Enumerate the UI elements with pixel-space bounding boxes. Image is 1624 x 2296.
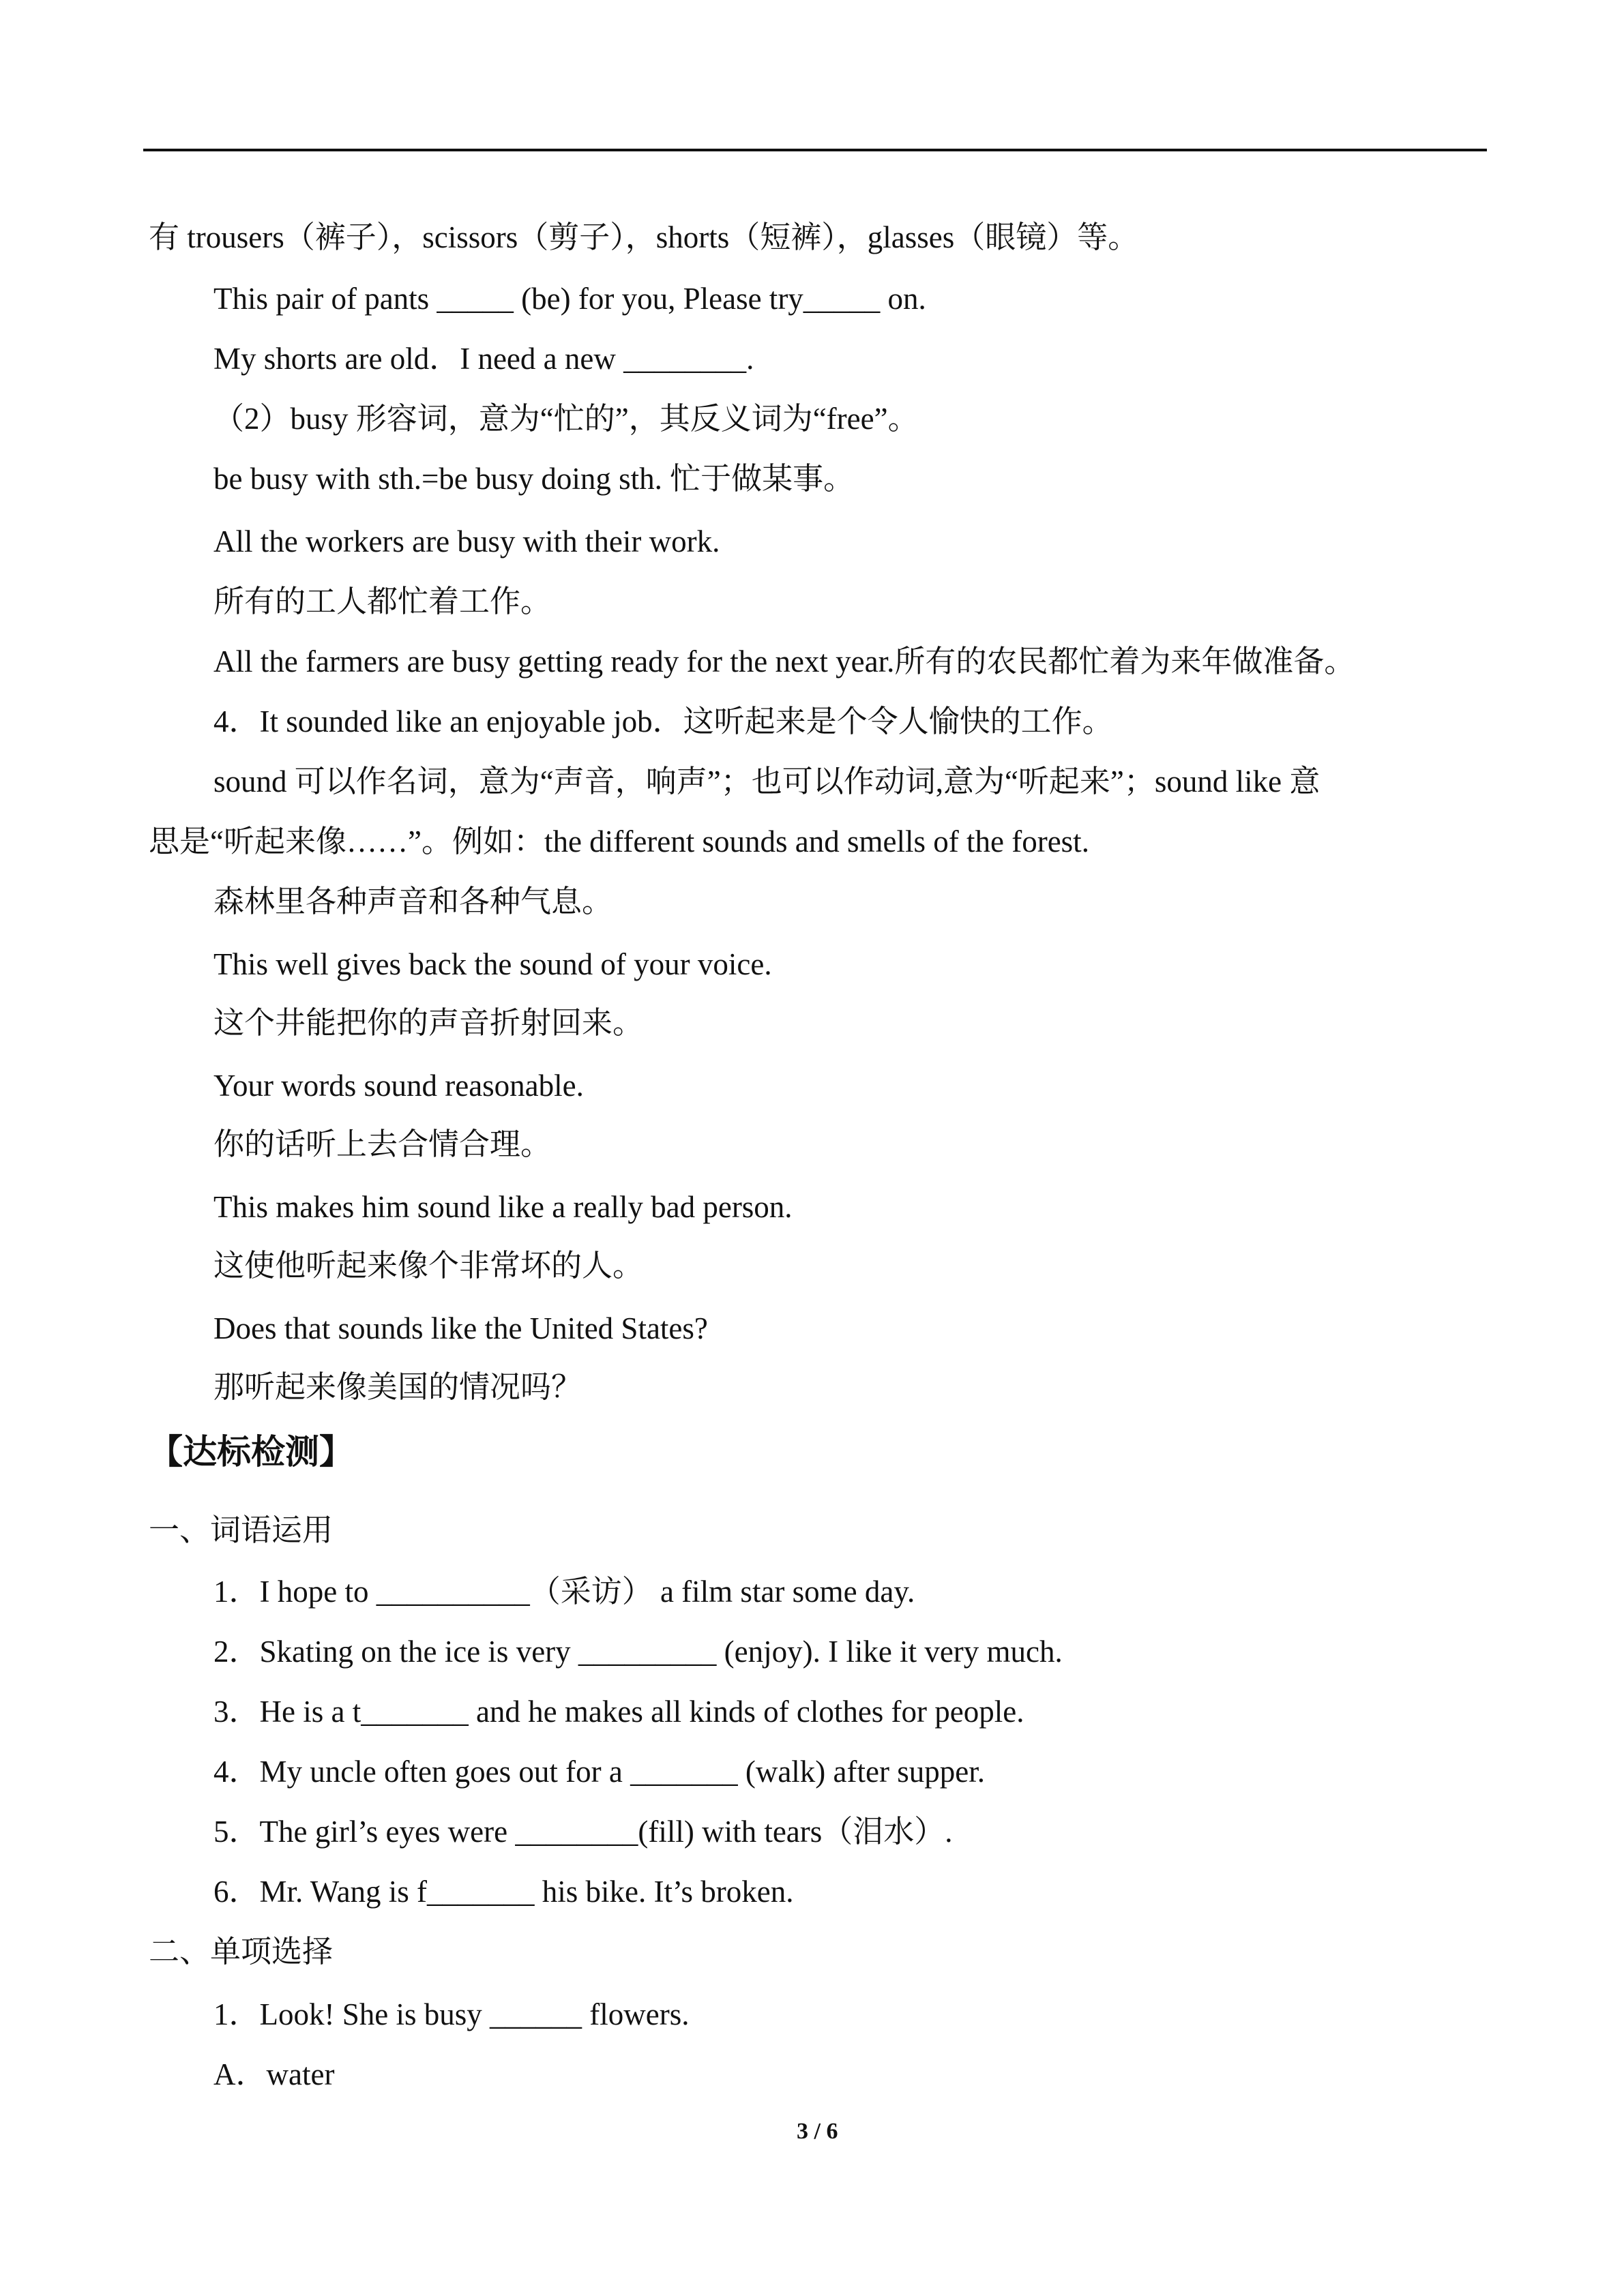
text-line: 一、词语运用 — [149, 1513, 334, 1547]
text-line: 4．It sounded like an enjoyable job．这听起来是个令人愉快的工作。 — [213, 704, 1113, 739]
header-rule — [143, 149, 1487, 151]
text-line: 你的话听上去合情合理。 — [213, 1127, 552, 1161]
text-line: 3．He is a t_______ and he makes all kinds of clothes for people. — [213, 1695, 1024, 1729]
text-line: 2．Skating on the ice is very _________ (enjoy). I like it very much. — [213, 1635, 1063, 1669]
text-line: Your words sound reasonable. — [213, 1069, 584, 1103]
text-line: 6．Mr. Wang is f_______ his bike. It’s broken. — [213, 1875, 794, 1909]
text-line: 二、单项选择 — [149, 1935, 334, 1969]
page-number: 3 / 6 — [797, 2119, 838, 2144]
section-heading: 【达标检测】 — [149, 1432, 353, 1472]
text-line: A．water — [213, 2057, 335, 2091]
text-line: 那听起来像美国的情况吗？ — [213, 1370, 582, 1404]
text-line: This pair of pants _____ (be) for you, Please try_____ on. — [213, 282, 926, 316]
text-line: 4．My uncle often goes out for a _______ (walk) after supper. — [213, 1755, 985, 1789]
text-line: Does that sounds like the United States? — [213, 1311, 708, 1345]
text-line: All the workers are busy with their work. — [213, 524, 720, 558]
text-line: 1．Look! She is busy ______ flowers. — [213, 1997, 690, 2031]
text-line: All the farmers are busy getting ready for the next year.所有的农民都忙着为来年做准备。 — [213, 644, 1355, 679]
text-line: 这使他听起来像个非常坏的人。 — [213, 1249, 644, 1283]
text-line: This makes him sound like a really bad person. — [213, 1190, 793, 1224]
text-line: （2）busy 形容词，意为“忙的”，其反义词为“free”。 — [213, 402, 919, 436]
text-line: 5．The girl’s eyes were ________(fill) with tears（泪水）. — [213, 1815, 953, 1849]
text-line: 有 trousers（裤子），scissors（剪子），shorts（短裤），glasses（眼镜）等。 — [149, 220, 1139, 254]
text-line: sound 可以作名词，意为“声音，响声”；也可以作动词,意为“听起来”；sound like 意 — [213, 764, 1320, 799]
text-line: be busy with sth.=be busy doing sth. 忙于做某事。 — [213, 462, 855, 496]
text-line: My shorts are old．I need a new ________. — [213, 342, 754, 376]
text-line: 森林里各种声音和各种气息。 — [213, 884, 613, 919]
text-line: 思是“听起来像……”。例如：the different sounds and smells of the forest. — [149, 824, 1089, 859]
text-line: 这个井能把你的声音折射回来。 — [213, 1006, 644, 1040]
text-line: 1．I hope to __________（采访） a film star some day. — [213, 1575, 915, 1609]
text-line: This well gives back the sound of your voice. — [213, 947, 772, 981]
text-line: 所有的工人都忙着工作。 — [213, 584, 552, 618]
